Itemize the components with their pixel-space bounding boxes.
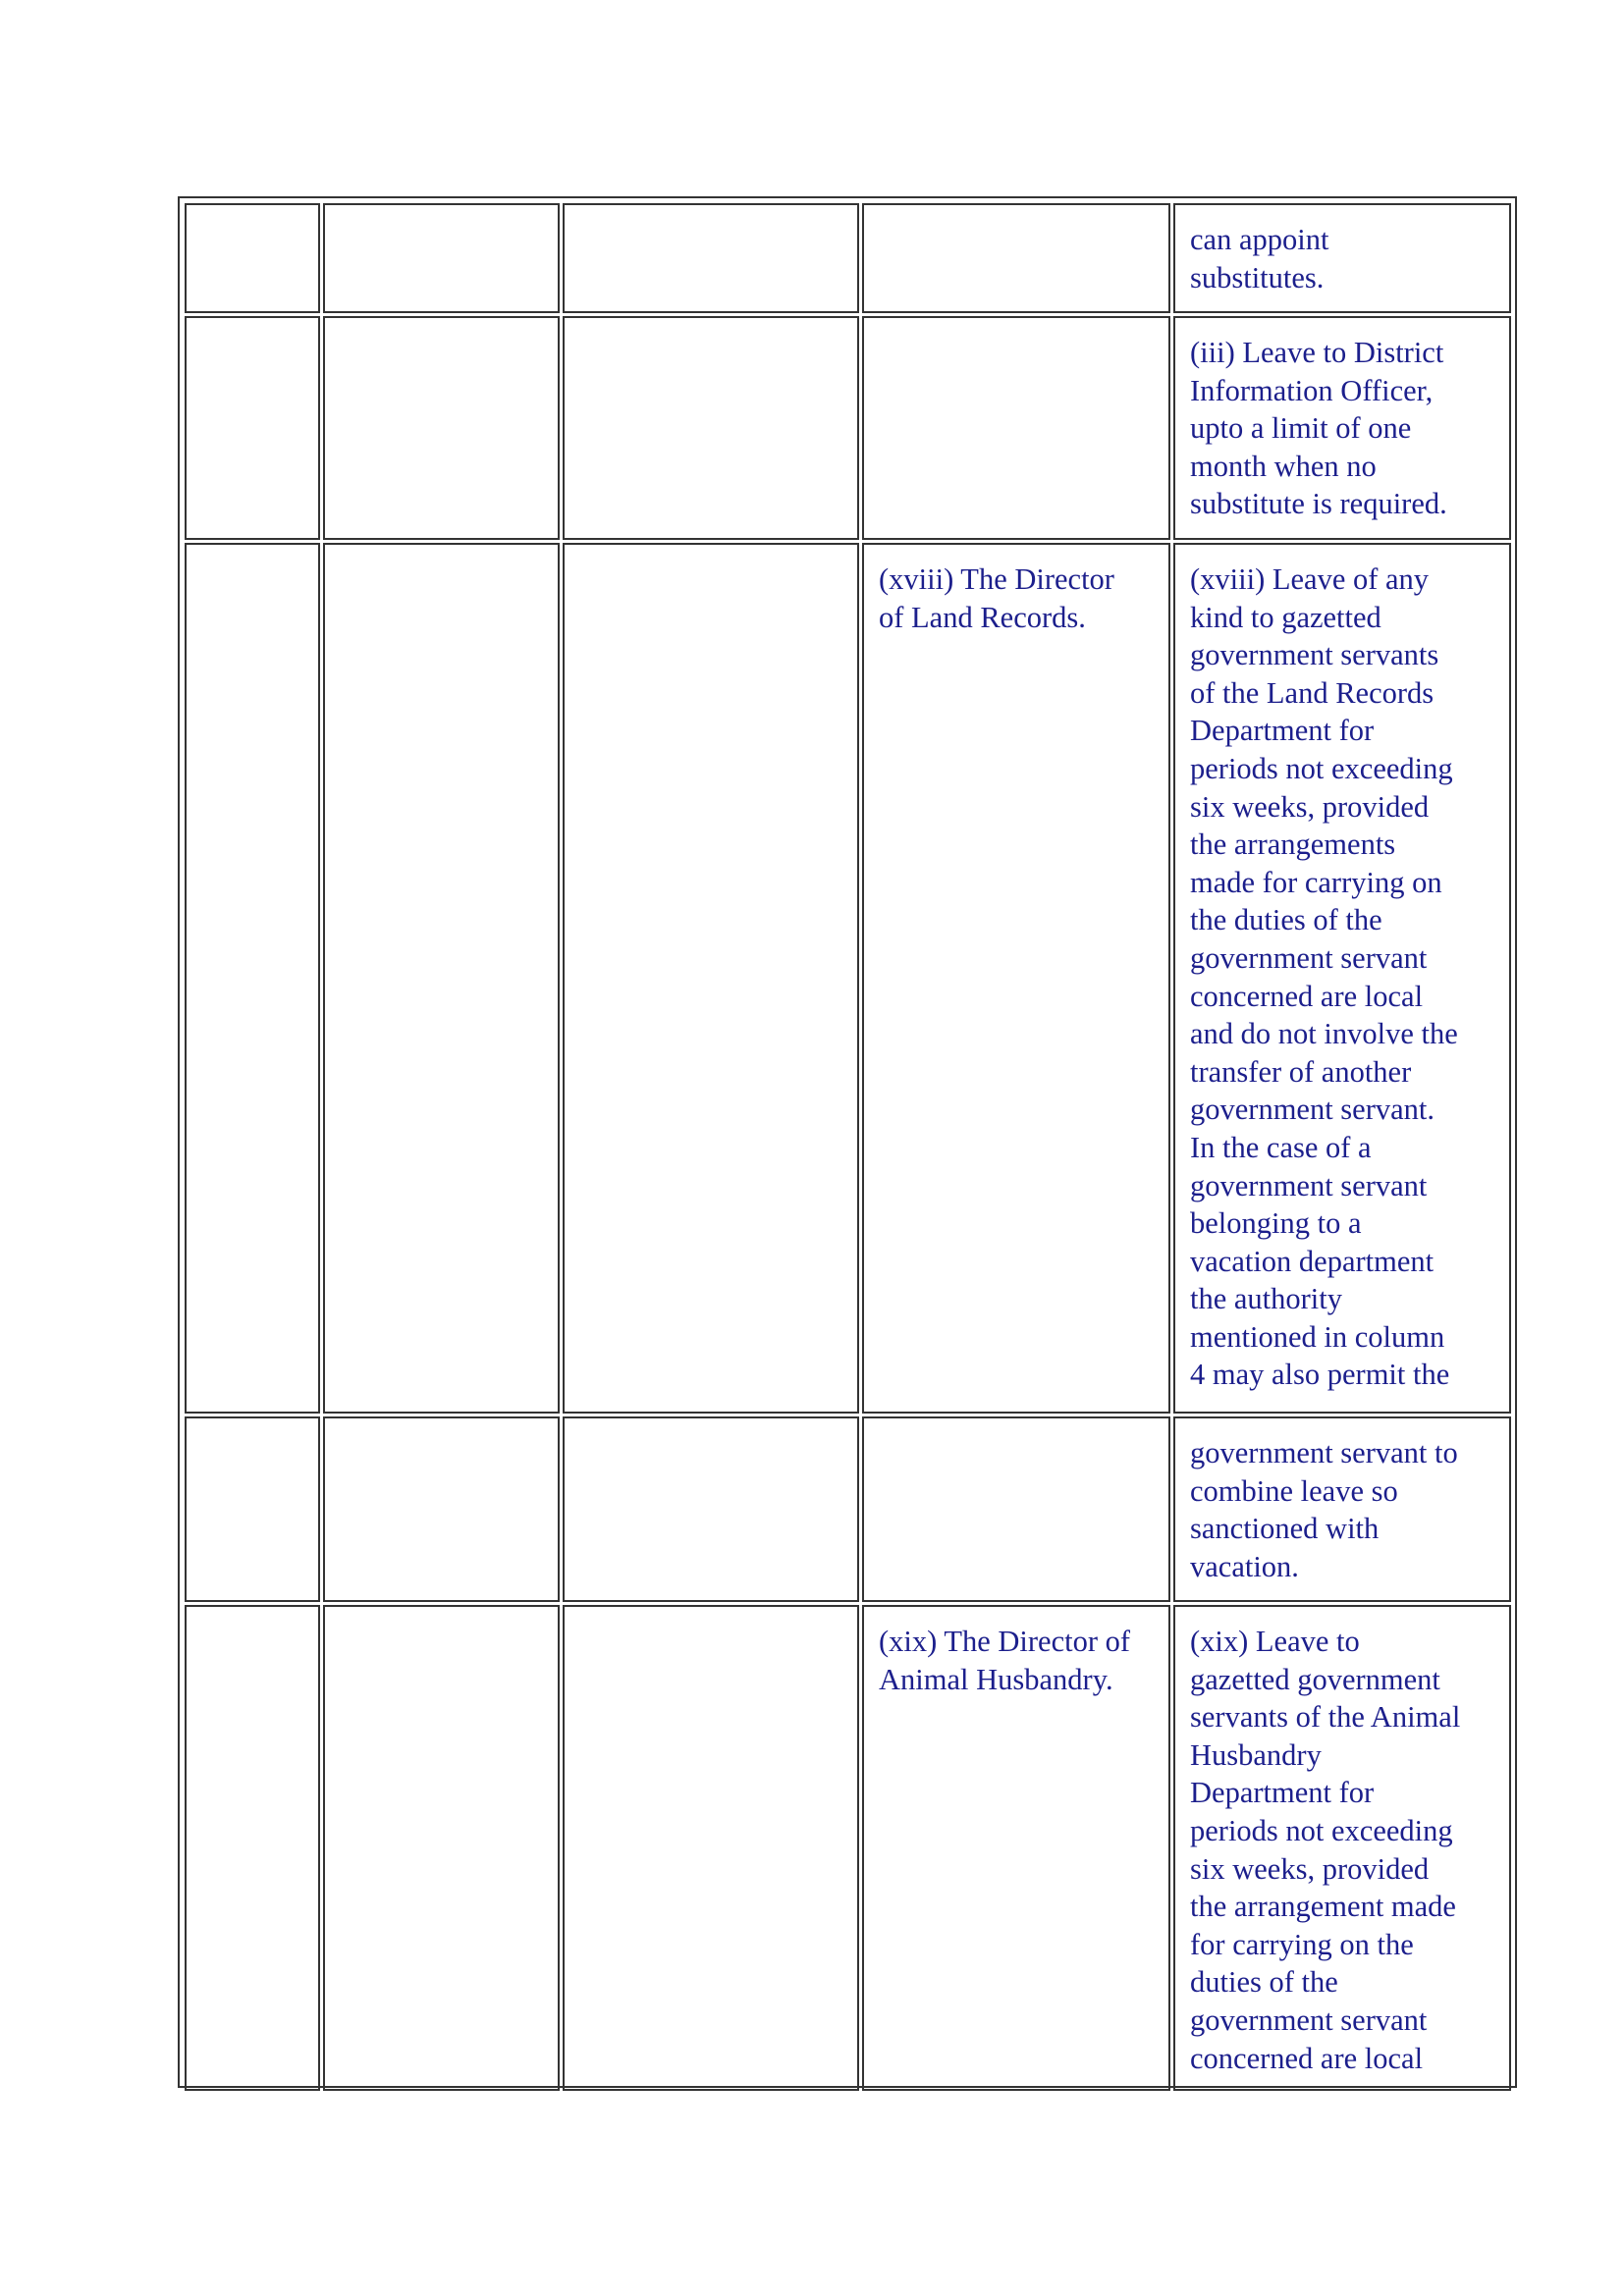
table-cell-col2 [323, 543, 560, 1414]
table-row [185, 316, 1511, 540]
table-row [185, 203, 1511, 313]
table-cell-col1 [185, 1416, 320, 1602]
table-cell-powers [1173, 1605, 1511, 2091]
table-cell-col2 [323, 1416, 560, 1602]
table-cell-powers [1173, 203, 1511, 313]
table-cell-col3 [563, 316, 859, 540]
table-cell-col3 [563, 543, 859, 1414]
table-cell-authority [862, 203, 1170, 313]
table-cell-col3 [563, 203, 859, 313]
table-cell-powers [1173, 543, 1511, 1414]
table-row [185, 1605, 1511, 2091]
table-cell-col2 [323, 1605, 560, 2091]
authority-text: (xix) The Director of Animal Husbandry. [879, 1625, 1131, 1696]
table-cell-col2 [323, 316, 560, 540]
table-cell-powers [1173, 316, 1511, 540]
table-cell-col3 [563, 1416, 859, 1602]
authority-text: (xviii) The Director of Land Records. [879, 562, 1114, 634]
powers-text: government servant to combine leave so sanctioned with vacation. [1190, 1436, 1458, 1583]
leave-delegation-table [182, 200, 1514, 2094]
table-cell-col1 [185, 316, 320, 540]
table-cell-authority [862, 543, 1170, 1414]
powers-text: (iii) Leave to District Information Officer, upto a limit of one month when no substitute is required. [1190, 336, 1447, 521]
table-cell-powers [1173, 1416, 1511, 1602]
table-cell-col1 [185, 1605, 320, 2091]
table-cell-authority [862, 1416, 1170, 1602]
table-cell-col3 [563, 1605, 859, 2091]
table-row [185, 1416, 1511, 1602]
table-cell-authority [862, 1605, 1170, 2091]
table-cell-col1 [185, 543, 320, 1414]
table-cell-authority [862, 316, 1170, 540]
table-row [185, 543, 1511, 1414]
table-cell-col2 [323, 203, 560, 313]
powers-text: can appoint substitutes. [1190, 223, 1329, 294]
powers-text: (xix) Leave to gazetted government servants of the Animal Husbandry Department for periods not exceeding six weeks, provided the arrangement made for carrying on the duties of the government servant concerned are local [1190, 1625, 1461, 2075]
powers-text: (xviii) Leave of any kind to gazetted government servants of the Land Records Department for periods not exceeding six weeks, provided the arrangements made for carrying on the duties of the government servant concerned are local and do not involve the transfer of another government servant. In the case of a government servant belonging to a vacation department the authority mentioned in column 4 may also permit the [1190, 562, 1458, 1392]
leave-delegation-table-frame [178, 196, 1517, 2088]
table-cell-col1 [185, 203, 320, 313]
